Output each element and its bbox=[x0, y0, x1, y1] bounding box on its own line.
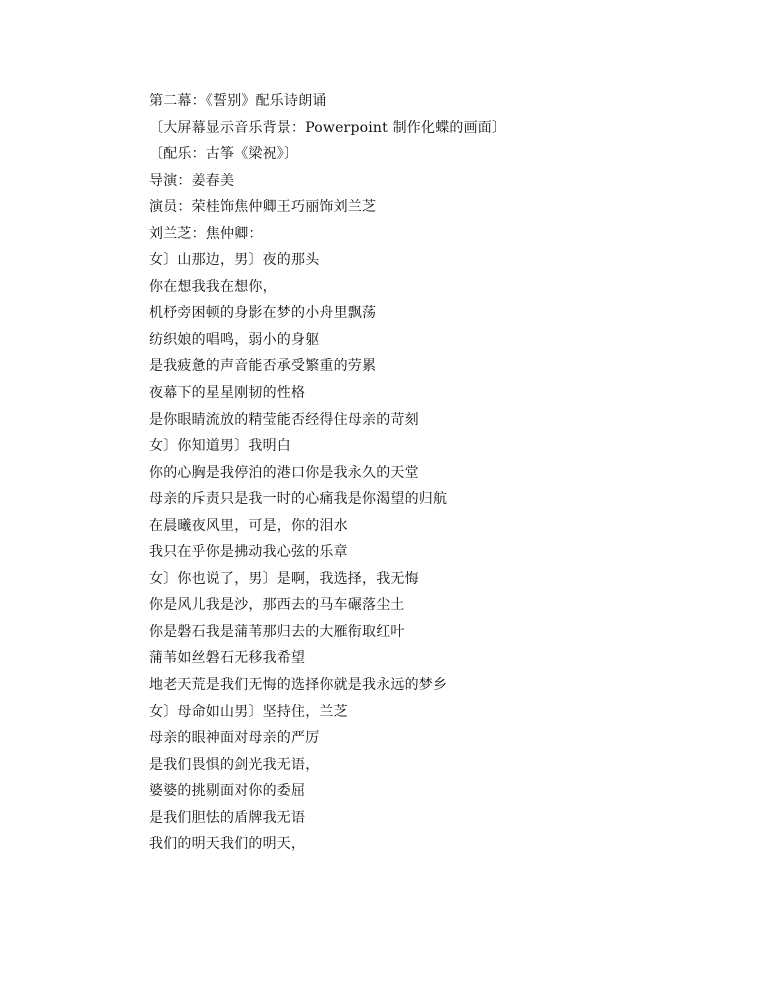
poem-line: 是我们畏惧的剑光我无语， bbox=[149, 756, 320, 773]
poem-line: 你是磐石我是蒲苇那归去的大雁衔取红叶 bbox=[149, 623, 405, 640]
poem-line: 是你眼睛流放的精莹能否经得住母亲的苛刻 bbox=[149, 411, 419, 428]
cast-line: 演员：荣桂饰焦仲卿王巧丽饰刘兰芝 bbox=[149, 199, 377, 216]
poem-line: 母亲的斥责只是我一时的心痛我是你渴望的归航 bbox=[149, 491, 448, 508]
poem-line: 女〕山那边，男〕夜的那头 bbox=[149, 252, 320, 269]
poem-line: 我只在乎你是拂动我心弦的乐章 bbox=[149, 544, 348, 561]
poem-line: 你的心胸是我停泊的港口你是我永久的天堂 bbox=[149, 464, 419, 481]
script-text bbox=[149, 88, 709, 858]
stage-direction-music: 〔配乐：古筝《梁祝》〕 bbox=[149, 146, 299, 163]
poem-line: 女〕母命如山男〕坚持住，兰芝 bbox=[149, 703, 348, 720]
poem-line: 我们的明天我们的明天， bbox=[149, 836, 306, 853]
poem-line: 母亲的眼神面对母亲的严厉 bbox=[149, 730, 320, 747]
poem-line: 是我疲惫的声音能否承受繁重的劳累 bbox=[149, 358, 377, 375]
director-line: 导演：姜春美 bbox=[149, 172, 235, 189]
poem-line: 机杼旁困顿的身影在梦的小舟里飘荡 bbox=[149, 305, 377, 322]
act-title: 第二幕：《誓别》配乐诗朗诵 bbox=[149, 93, 327, 109]
poem-line: 在晨曦夜风里，可是，你的泪水 bbox=[149, 517, 348, 534]
poem-line: 蒲苇如丝磐石无移我希望 bbox=[149, 650, 306, 667]
poem-line: 女〕你也说了，男〕是啊，我选择，我无悔 bbox=[149, 570, 419, 587]
poem-line: 女〕你知道男〕我明白 bbox=[149, 438, 291, 455]
poem-line: 纺织娘的唱鸣，弱小的身躯 bbox=[149, 331, 320, 348]
poem-line: 婆婆的挑剔面对你的委屈 bbox=[149, 783, 306, 800]
stage-direction-screen: 〔大屏幕显示音乐背景：Powerpoint 制作化蝶的画面〕 bbox=[149, 119, 507, 136]
poem-line: 你在想我我在想你， bbox=[149, 278, 277, 295]
poem-line: 你是风儿我是沙，那西去的马车碾落尘土 bbox=[149, 597, 405, 614]
poem-line: 地老天荒是我们无悔的选择你就是我永远的梦乡 bbox=[149, 677, 448, 694]
characters-line: 刘兰芝：焦仲卿： bbox=[149, 225, 263, 242]
poem-line: 夜幕下的星星刚韧的性格 bbox=[149, 385, 306, 402]
poem-line: 是我们胆怯的盾牌我无语 bbox=[149, 809, 306, 826]
